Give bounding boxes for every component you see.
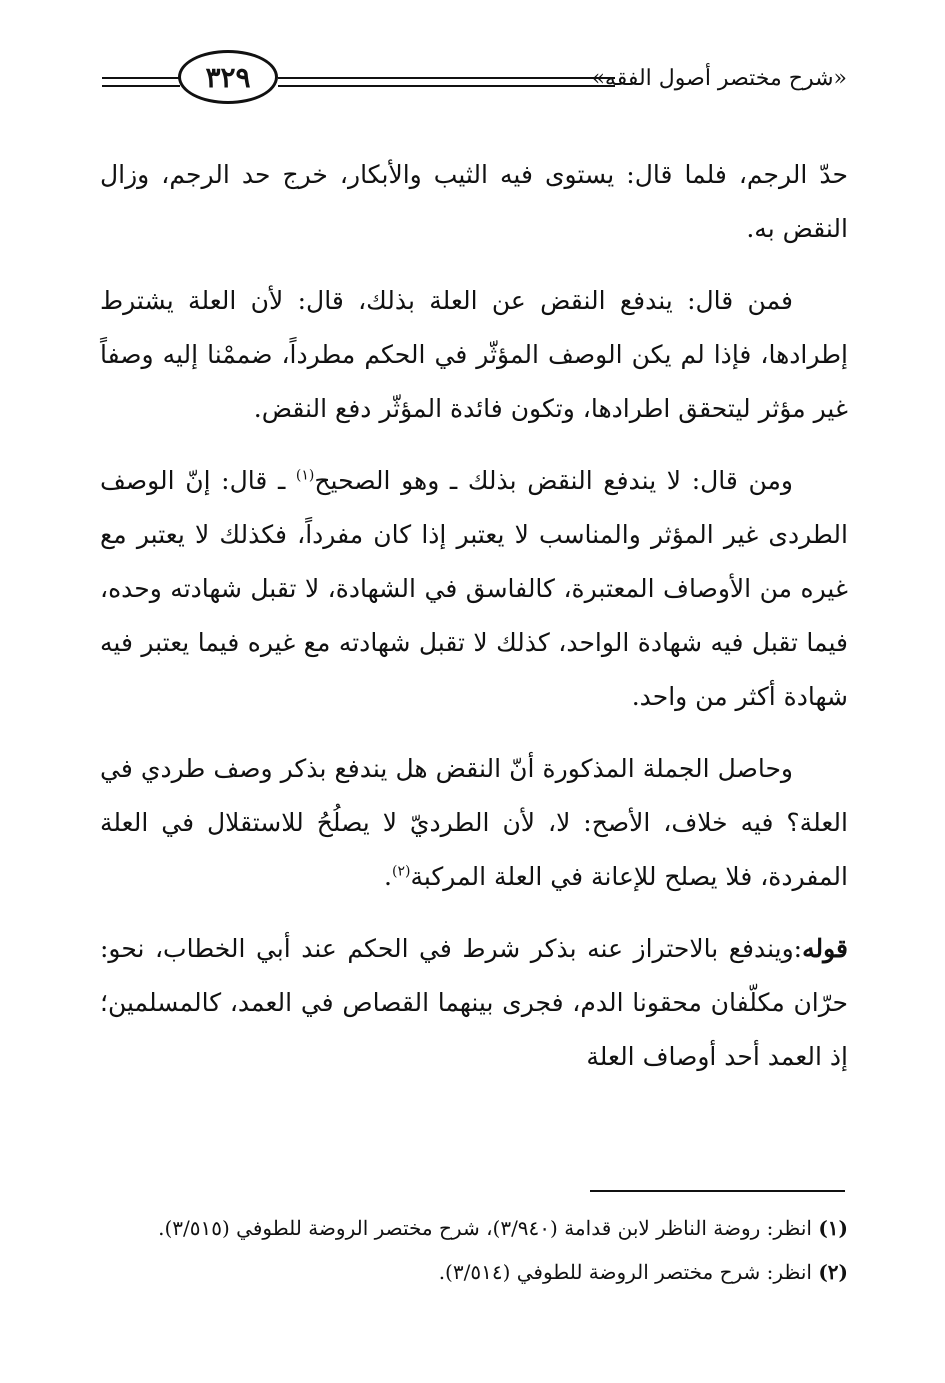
paragraph bbox=[100, 742, 848, 904]
paragraph-text: . bbox=[384, 862, 392, 891]
footnote-reference[interactable]: (١) bbox=[295, 467, 315, 484]
footnote-number: (١) bbox=[818, 1216, 848, 1240]
paragraph bbox=[100, 454, 848, 724]
footnote-number: (٢) bbox=[818, 1260, 848, 1284]
page-number-badge bbox=[178, 50, 278, 104]
header-rule bbox=[102, 85, 180, 87]
page-header bbox=[102, 44, 847, 114]
body-text bbox=[100, 148, 848, 1102]
header-rule bbox=[102, 77, 180, 79]
paragraph-text: ومن قال: لا يندفع النقض بذلك ـ وهو الصحيح bbox=[314, 466, 793, 495]
footnote bbox=[100, 1208, 848, 1248]
footnote-text: انظر: روضة الناظر لابن قدامة (٣/٩٤٠)، شرح مختصر الروضة للطوفي (٣/٥١٥). bbox=[158, 1216, 812, 1240]
quoted-lead: قوله bbox=[802, 934, 848, 963]
footnote-text: انظر: شرح مختصر الروضة للطوفي (٣/٥١٤). bbox=[438, 1260, 812, 1284]
page-number: ٣٢٩ bbox=[205, 60, 251, 94]
footnotes bbox=[100, 1208, 848, 1296]
paragraph: فمن قال: يندفع النقض عن العلة بذلك، قال: لأن العلة يشترط إطرادها، فإذا لم يكن الوصف المؤثّر في الحكم مطرداً، ضممْنا إليه وصفاً غير مؤثر ليتحقق اطرادها، وتكون فائدة المؤثّر دفع النقض. bbox=[100, 286, 848, 423]
footnote-separator bbox=[590, 1190, 845, 1192]
header-rule bbox=[278, 85, 615, 87]
paragraph-text: :ويندفع بالاحتراز عنه بذكر شرط في الحكم عند أبي الخطاب، نحو: حرّان مكلّفان محقونا الدم، فجرى بينهما القصاص في العمد، كالمسلمين؛ إذ العمد أحد أوصاف العلة bbox=[100, 934, 848, 1071]
running-title: «شرح مختصر أصول الفقه» bbox=[591, 66, 847, 91]
paragraph: حدّ الرجم، فلما قال: يستوى فيه الثيب والأبكار، خرج حد الرجم، وزال النقض به. bbox=[100, 160, 848, 243]
footnote bbox=[100, 1252, 848, 1292]
footnote-reference[interactable]: (٢) bbox=[391, 863, 411, 880]
header-rule bbox=[278, 77, 615, 79]
paragraph bbox=[100, 922, 848, 1084]
paragraph-text: وحاصل الجملة المذكورة أنّ النقض هل يندفع بذكر وصف طردي في العلة؟ فيه خلاف، الأصح: لا، لأن الطرديّ لا يصلُحُ للاستقلال في العلة المفردة، فلا يصلح للإعانة في العلة المركبة bbox=[100, 754, 848, 891]
paragraph-text: ـ قال: إنّ الوصف الطردى غير المؤثر والمناسب لا يعتبر إذا كان مفرداً، فكذلك لا يعتبر مع غيره من الأوصاف المعتبرة، كالفاسق في الشهادة، لا تقبل شهادته وحده، فيما تقبل فيه شهادة الواحد، كذلك لا تقبل شهادته مع غيره فيما يعتبر فيه شهادة أكثر من واحد. bbox=[100, 466, 848, 711]
